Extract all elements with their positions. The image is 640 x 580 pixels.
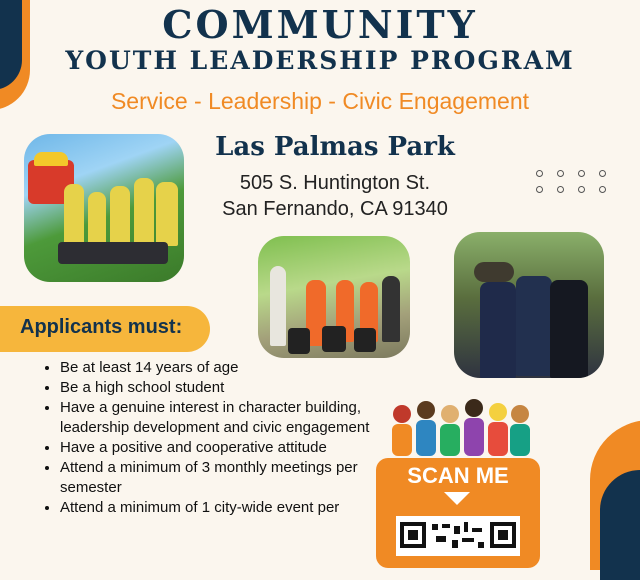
list-item: • Have a positive and cooperative attitude — [60, 438, 410, 458]
group-photo-volunteers-vests — [258, 236, 410, 358]
list-item: • Be at least 14 years of age — [60, 358, 410, 378]
address-city: San Fernando, CA 91340 — [222, 198, 448, 220]
list-item: • Have a genuine interest in character building, leadership development and civic engagement — [60, 398, 410, 438]
dot-grid-decoration — [536, 170, 620, 194]
scan-me-label: SCAN ME — [407, 463, 509, 488]
address-street: 505 S. Huntington St. — [239, 172, 431, 194]
corner-decoration-bottom-right-navy — [600, 470, 640, 580]
list-item: • Attend a minimum of 1 city-wide event per — [60, 498, 410, 518]
tagline: Service - Leadership - Civic Engagement — [110, 88, 530, 114]
group-photo-with-officer — [454, 232, 604, 378]
requirements-heading: Applicants must: — [20, 316, 183, 338]
group-photo-bounce-house — [24, 134, 184, 282]
qr-code[interactable] — [396, 516, 520, 556]
crowd-illustration — [380, 392, 540, 456]
list-item: • Attend a minimum of 3 monthly meetings per semester — [60, 458, 410, 498]
title-program: YOUTH LEADERSHIP PROGRAM — [65, 46, 575, 75]
venue-name: Las Palmas Park — [215, 132, 455, 162]
title-community: COMMUNITY — [162, 2, 478, 47]
requirements-list — [24, 358, 410, 518]
list-item: • Be a high school student — [60, 378, 410, 398]
arrow-down-icon — [444, 492, 470, 505]
